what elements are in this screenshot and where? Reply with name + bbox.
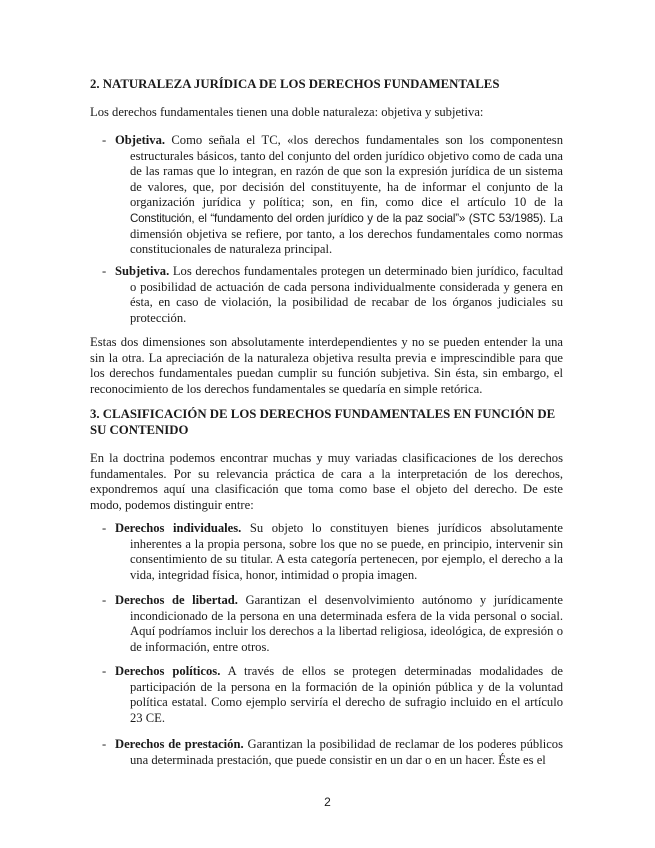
item-label: Derechos individuales. [115,521,242,535]
list-item-text [115,664,563,726]
item-body: Los derechos fundamentales protegen un determinado bien jurídico, facultad o posibilidad de actuación de cada persona individualmente considerada y genera en ésta, en caso de violación, la posibilidad de recabar de los órganos judiciales su protección. [130,264,563,325]
list-item-text [115,133,564,258]
item-body: Como señala el TC, «los derechos fundamentales son los componentesn estructurales básicos, tanto del conjunto del orden jurídico objetivo como de cada una de las ramas que lo integran, en razón de que son la expresión jurídica de un sistema de valores, que, por decisión del constituyente, ha de informar el conjunto de la organización jurídica y política; son, en fin, como dice el artículo 10 de la [130,133,563,210]
section-3-heading: 3. CLASIFICACIÓN DE LOS DERECHOS FUNDAMENTALES EN FUNCIÓN DE SU CONTENIDO [90,407,556,437]
item-label: Objetiva. [115,133,166,147]
list-dash: - [102,521,107,535]
item-label: Subjetiva. [115,264,170,278]
list-item-subjetiva [102,264,563,326]
section-2-intro: Los derechos fundamentales tienen una doble naturaleza: objetiva y subjetiva: [90,105,484,119]
list-dash: - [102,664,107,678]
constitution-citation: Constitución, el “fundamento del orden jurídico y de la paz social”» (STC 53/1985). [130,211,546,225]
list-item-prestacion [102,737,563,768]
list-dash: - [102,593,107,607]
list-item-individuales [102,521,563,583]
item-label: Derechos de libertad. [115,593,238,607]
page-number: 2 [324,795,331,809]
section-2-closing: Estas dos dimensiones son absolutamente interdependientes y no se pueden entender la una sin la otra. La apreciación de la naturaleza objetiva resulta previa e imprescindible para que los derechos fundamentales puedan cumplir su función subjetiva. Sin ésta, sin embargo, el reconocimiento de los derechos fundamentales se quedaría en simple retórica. [90,335,563,396]
section-2-heading: 2. NATURALEZA JURÍDICA DE LOS DERECHOS FUNDAMENTALES [90,77,500,91]
list-item-text [115,593,563,655]
list-dash: - [102,133,107,147]
list-item-libertad [102,593,563,655]
list-dash: - [102,264,107,278]
list-item-objetiva [102,133,563,258]
item-body: Garantizan la posibilidad de reclamar de los poderes públicos una determinada prestación, que puede consistir en un dar o en un hacer. Éste es el [130,737,563,767]
list-item-text [115,521,563,583]
item-body: Su objeto lo constituyen bienes jurídicos absolutamente inherentes a la propia persona, sobre los que no se puede, en principio, intervenir sin consentimiento de su titular. A esta categoría pertenecen, por ejemplo, el derecho a la vida, integridad física, honor, intimidad o propia imagen. [130,521,563,582]
item-body: Garantizan el desenvolvimiento autónomo y jurídicamente incondicionado de la persona en una determinada esfera de la vida personal o social. Aquí podríamos incluir los derechos a la libertad religiosa, ideológica, de expresión o de información, entre otros. [130,593,563,654]
list-item-text [115,264,563,326]
list-dash: - [102,737,107,751]
item-body-continued: La dimensión objetiva se refiere, por tanto, a los derechos fundamentales como normas constitucionales de naturaleza principal. [130,210,564,257]
list-item-text [115,737,563,768]
section-3-intro: En la doctrina podemos encontrar muchas y muy variadas clasificaciones de los derechos fundamentales. Por su relevancia práctica de cara a la interpretación de los derechos, expondremos aquí una clasificación que toma como base el objeto del derecho. De este modo, podemos distinguir entre: [90,451,563,512]
list-item-politicos [102,664,563,726]
item-label: Derechos de prestación. [115,737,244,751]
item-body: A través de ellos se protegen determinadas modalidades de participación de la persona en la formación de la opinión pública y de la voluntad política estatal. Como ejemplo serviría el derecho de sufragio incluido en el artículo 23 CE. [130,664,563,725]
item-label: Derechos políticos. [115,664,221,678]
